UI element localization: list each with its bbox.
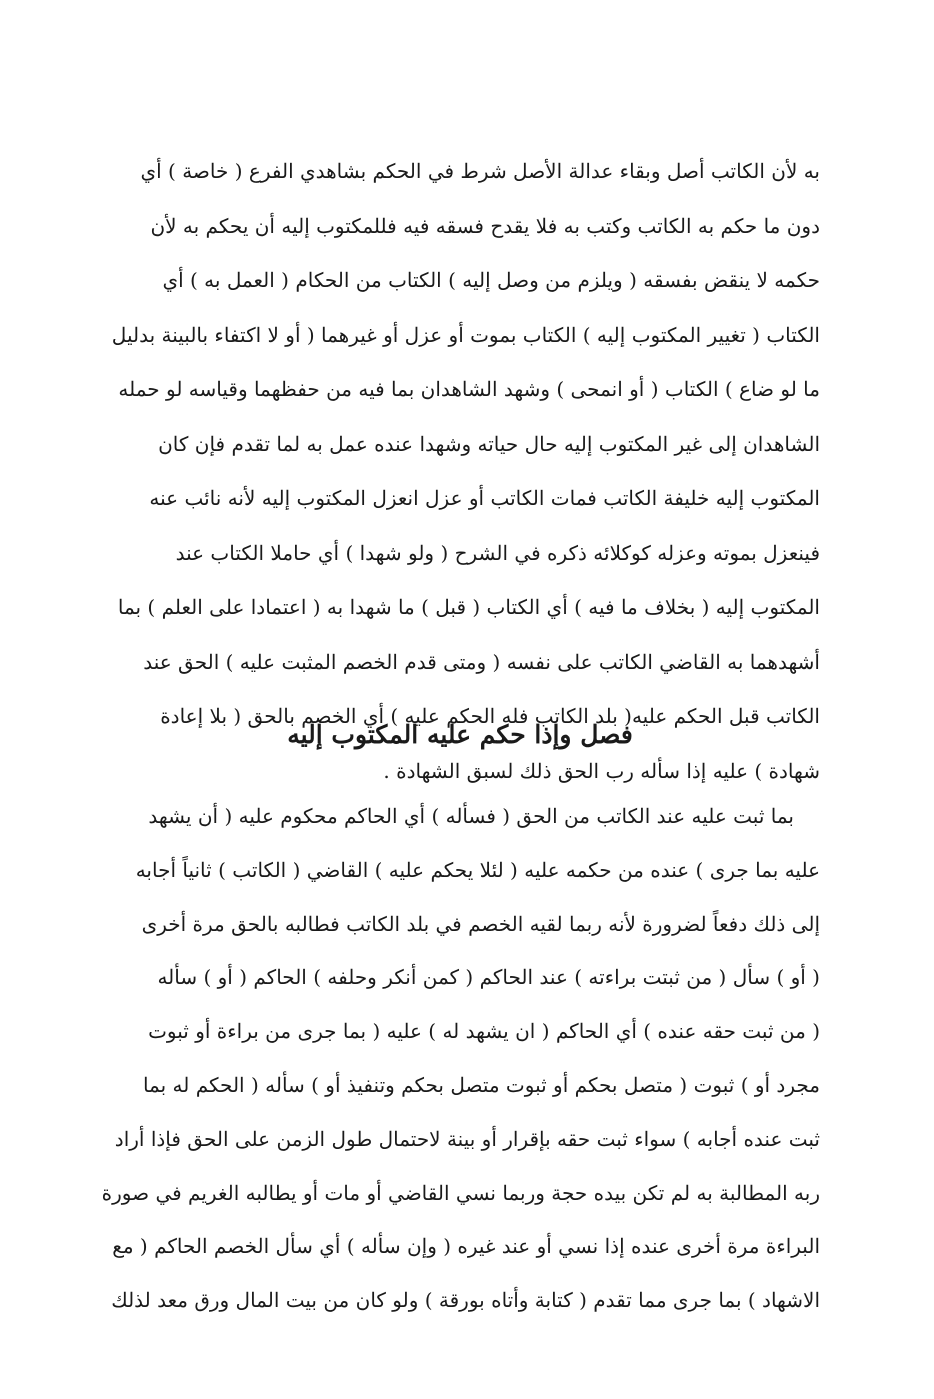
text-line: حكمه لا ينقض بفسقه ( ويلزم من وصل إليه ) الكتاب من الحكام ( العمل به ) أي bbox=[162, 268, 820, 292]
text-line: فينعزل بموته وعزله كوكلائه ذكره في الشرح ( ولو شهدا ) أي حاملا الكتاب عند bbox=[175, 540, 820, 565]
text-line: الكتاب ( تغيير المكتوب إليه ) الكتاب بموت أو عزل أو غيرهما ( أو لا اكتفاء بالبينة بدليل bbox=[111, 322, 820, 347]
paragraph-continued bbox=[100, 144, 820, 798]
text-line: المكتوب إليه ( بخلاف ما فيه ) أي الكتاب ( قبل ) ما شهدا به ( اعتمادا على العلم ) بما bbox=[117, 595, 820, 619]
text-line: مجرد أو ) ثبوت ( متصل بحكم أو ثبوت متصل بحكم وتنفيذ أو ) سأله ( الحكم له بما bbox=[142, 1072, 820, 1097]
text-line: ما لو ضاع ) الكتاب ( أو انمحى ) وشهد الشاهدان بما فيه من حفظهما وقياسه لو حمله bbox=[118, 377, 820, 401]
text-line: أشهدهما به القاضي الكاتب على نفسه ( ومتى قدم الخصم المثبت عليه ) الحق عند bbox=[143, 649, 820, 674]
text-line: ( أو ) سأل ( من ثبتت براءته ) عند الحاكم ( كمن أنكر وحلفه ) الحاكم ( أو ) سأله bbox=[157, 965, 820, 990]
text-line: عليه بما جرى ) عنده من حكمه عليه ( لئلا يحكم عليه ) القاضي ( الكاتب ) ثانياً أجابه bbox=[135, 857, 820, 882]
section-heading: فصل وإذا حكم عليه المكتوب إليه bbox=[287, 720, 633, 749]
text-line: ( من ثبت حقه عنده ) أي الحاكم ( ان يشهد له ) عليه ( بما جرى من براءة أو ثبوت bbox=[148, 1019, 820, 1044]
text-line: ثبت عنده أجابه ) سواء ثبت حقه بإقرار أو بينة لاحتمال طول الزمن على الحق فإذا أراد bbox=[114, 1126, 820, 1151]
text-line: إلى ذلك دفعاً لضرورة لأنه ربما لقيه الخصم في بلد الكاتب فطالبه بالحق مرة أخرى bbox=[141, 911, 820, 936]
text-line: ربه المطالبة به لم تكن بيده حجة وربما نسي القاضي أو مات أو يطالبه الغريم في صورة bbox=[101, 1180, 820, 1205]
paragraph-section bbox=[100, 790, 820, 1328]
text-line: المكتوب إليه خليفة الكاتب فمات الكاتب أو عزل انعزل المكتوب إليه لأنه نائب عنه bbox=[149, 486, 820, 510]
text-line: بما ثبت عليه عند الكاتب من الحق ( فسأله ) أي الحاكم محكوم عليه ( أن يشهد bbox=[148, 804, 794, 828]
text-line: البراءة مرة أخرى عنده إذا نسي أو عند غيره ( وإن سأله ) أي سأل الخصم الحاكم ( مع bbox=[112, 1234, 820, 1259]
text-line: شهادة ) عليه إذا سأله رب الحق ذلك لسبق الشهادة . bbox=[383, 758, 820, 783]
text-line: الاشهاد ) بما جرى مما تقدم ( كتابة وأتاه بورقة ) ولو كان من بيت المال ورق معد لذلك bbox=[111, 1288, 820, 1313]
text-line: الكاتب قبل الحكم عليه( بلد الكاتب فله الحكم عليه ) أي الخصم بالحق ( بلا إعادة bbox=[160, 704, 820, 728]
text-line: الشاهدان إلى غير المكتوب إليه حال حياته وشهدا عنده عمل به لما تقدم فإن كان bbox=[158, 431, 820, 456]
text-line: دون ما حكم به الكاتب وكتب به فلا يقدح فسقه فيه فللمكتوب إليه أن يحكم به لأن bbox=[150, 213, 820, 238]
text-line: به لأن الكاتب أصل وبقاء عدالة الأصل شرط في الحكم بشاهدي الفرع ( خاصة ) أي bbox=[140, 159, 820, 183]
